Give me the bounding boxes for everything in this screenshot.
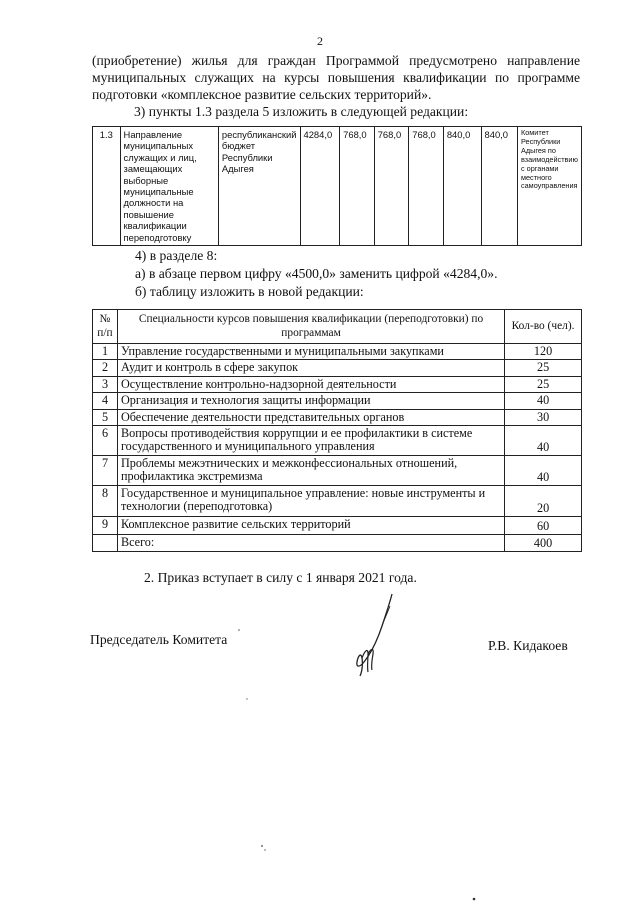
participant-count: 25 [505, 376, 582, 392]
participant-count: 40 [505, 393, 582, 409]
item-4-text: 4) в разделе 8: [135, 248, 218, 263]
signatory-name: Р.В. Кидакоев [488, 638, 568, 653]
year-amount-cell: 768,0 [340, 127, 375, 246]
specialty-name: Обеспечение деятельности представительных органов [117, 409, 504, 425]
budget-source-cell: республиканский бюджет Республики Адыгея [218, 127, 300, 246]
intro-line: подготовки «комплексное развитие сельских территорий». [92, 87, 432, 102]
specialty-name: Организация и технология защиты информации [117, 393, 504, 409]
specialty-name: Управление государственными и муниципальными закупками [117, 344, 504, 360]
row-number-cell: 1.3 [93, 127, 121, 246]
participant-count: 20 [505, 486, 582, 517]
row-number: 9 [93, 517, 118, 535]
participant-count: 25 [505, 360, 582, 376]
total-label: Всего: [117, 535, 504, 552]
participant-count: 40 [505, 456, 582, 486]
item-3-text: 3) пункты 1.3 раздела 5 изложить в следующей редакции: [134, 104, 469, 119]
participant-count: 60 [505, 517, 582, 535]
row-number: 8 [93, 486, 118, 517]
row-number: 1 [93, 344, 118, 360]
row-number: 4 [93, 393, 118, 409]
header-count: Кол-во (чел). [505, 310, 582, 344]
participant-count: 30 [505, 409, 582, 425]
item-4b-text: б) таблицу изложить в новой редакции: [135, 284, 364, 299]
executor-cell: Комитет Республики Адыгея по взаимодействию с органами местного самоуправления [517, 127, 581, 246]
specialty-name: Осуществление контрольно-надзорной деятельности [117, 376, 504, 392]
specialty-name: Комплексное развитие сельских территорий [117, 517, 504, 535]
order-text: 2. Приказ вступает в силу с 1 января 2021 года. [144, 570, 417, 585]
page-number: 2 [317, 34, 323, 48]
row-number: 6 [93, 426, 118, 456]
participant-count: 40 [505, 426, 582, 456]
specialty-name: Государственное и муниципальное управление: новые инструменты и технологии (переподготовка) [117, 486, 504, 517]
specialty-name: Вопросы противодействия коррупции и ее профилактики в системе государственного и муниципального управления [117, 426, 504, 456]
signatory-title: Председатель Комитета [90, 632, 228, 647]
year-amount-cell: 840,0 [481, 127, 517, 246]
total-value: 400 [505, 535, 582, 552]
row-number: 7 [93, 456, 118, 486]
measure-description-cell: Направление муниципальных служащих и лиц, замещающих выборные муниципальные должности на повышение квалификации переподготовку [120, 127, 218, 246]
item-4a-text: а) в абзаце первом цифру «4500,0» заменить цифрой «4284,0». [135, 266, 498, 281]
header-specialty: Специальности курсов повышения квалификации (переподготовки) по программам [117, 310, 504, 344]
intro-line: (приобретение) жилья для граждан Программой предусмотрено направление [92, 53, 580, 68]
specialty-name: Аудит и контроль в сфере закупок [117, 360, 504, 376]
row-number: 5 [93, 409, 118, 425]
participant-count: 120 [505, 344, 582, 360]
year-amount-cell: 768,0 [374, 127, 409, 246]
row-number: 3 [93, 376, 118, 392]
specialty-name: Проблемы межэтнических и межконфессиональных отношений, профилактика экстремизма [117, 456, 504, 486]
header-number: № п/п [93, 310, 118, 344]
year-amount-cell: 840,0 [443, 127, 481, 246]
total-amount-cell: 4284,0 [300, 127, 340, 246]
intro-line: муниципальных служащих на курсы повышения квалификации по программе [92, 70, 580, 85]
row-number: 2 [93, 360, 118, 376]
year-amount-cell: 768,0 [409, 127, 444, 246]
